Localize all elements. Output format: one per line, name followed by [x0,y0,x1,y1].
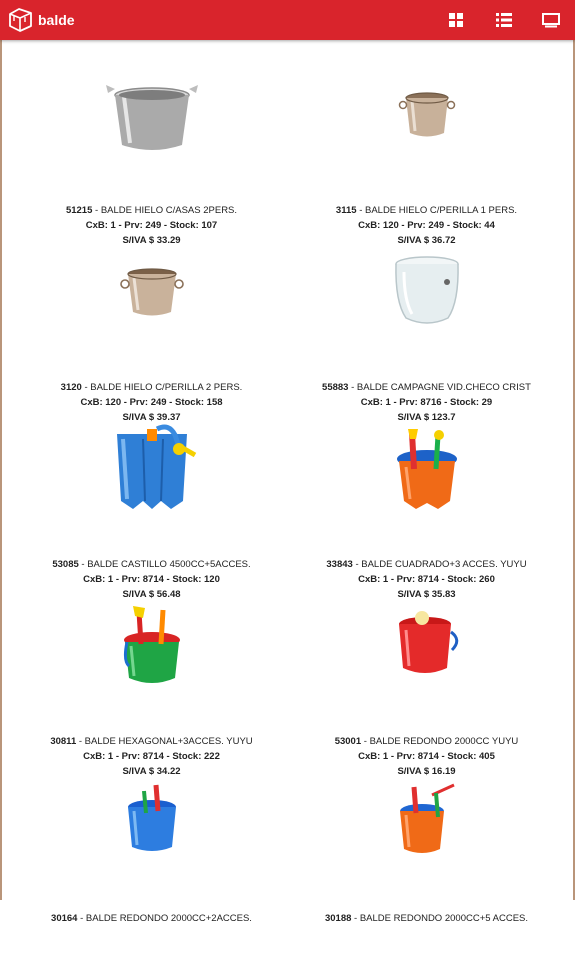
product-price: S/IVA $ 34.22 [122,766,181,777]
product-code: 51215 [65,205,93,216]
product-price: S/IVA $ 56.48 [122,589,181,600]
product-image [283,783,570,873]
product-price: S/IVA $ 16.19 [397,766,456,777]
product-stock-line: CxB: 1 - Prv: 8716 - Stock: 29 [360,397,493,408]
product-card[interactable] [8,429,295,606]
product-image [283,252,570,342]
product-card[interactable] [8,606,295,783]
product-name: - BALDE HIELO C/PERILLA 2 PERS. [84,382,243,393]
product-price: S/IVA $ 36.72 [397,235,456,246]
product-code: 3120 [60,382,82,393]
product-card[interactable] [283,429,570,606]
product-name: - BALDE CUADRADO+3 ACCES. YUYU [355,559,527,570]
product-code: 30164 [51,913,78,924]
product-code: 33843 [326,559,353,570]
product-image [8,783,295,873]
product-code: 53085 [52,559,79,570]
product-title [8,913,295,924]
product-card[interactable] [8,252,295,429]
product-code: 3115 [335,205,357,216]
product-title [8,736,295,747]
product-card[interactable] [283,606,570,783]
product-title [283,913,570,924]
product-title [8,382,295,393]
product-card[interactable] [8,75,295,252]
product-title [283,736,570,747]
product-title [283,382,570,393]
product-stock-line: CxB: 120 - Prv: 249 - Stock: 44 [358,220,495,231]
product-code: 30188 [324,913,352,924]
card-view-icon[interactable] [541,10,561,30]
product-stock-line: CxB: 1 - Prv: 8714 - Stock: 405 [358,751,495,762]
product-name: - BALDE HEXAGONAL+3ACCES. YUYU [78,736,253,747]
product-title [8,559,295,570]
list-view-icon[interactable] [494,10,514,30]
product-name: - BALDE HIELO C/ASAS 2PERS. [95,205,238,216]
product-name: - BALDE CAMPAGNE VID.CHECO CRIST [351,382,531,393]
product-stock-line: CxB: 1 - Prv: 8714 - Stock: 222 [83,751,220,762]
product-card[interactable] [283,783,570,960]
app-title: balde [38,12,75,28]
app-bar [0,0,575,40]
cube-logo-icon[interactable] [7,7,35,33]
product-code: 30811 [50,736,77,747]
product-grid [0,40,575,924]
product-name: - BALDE REDONDO 2000CC+2ACCES. [80,913,252,924]
product-price: S/IVA $ 33.29 [122,235,181,246]
product-stock-line: CxB: 1 - Prv: 249 - Stock: 107 [85,220,218,231]
product-card[interactable] [283,252,570,429]
product-card[interactable] [283,75,570,252]
product-image [283,606,570,696]
product-card[interactable] [8,783,295,960]
product-code: 53001 [334,736,362,747]
product-stock-line: CxB: 1 - Prv: 8714 - Stock: 120 [83,574,220,585]
product-image [8,252,295,342]
product-code: 55883 [322,382,349,393]
product-image [8,429,295,519]
product-name: - BALDE REDONDO 2000CC YUYU [363,736,519,747]
product-name: - BALDE REDONDO 2000CC+5 ACCES. [354,913,529,924]
product-price: S/IVA $ 39.37 [122,412,181,423]
product-title [8,205,295,216]
product-title [283,559,570,570]
product-title [283,205,570,216]
product-name: - BALDE HIELO C/PERILLA 1 PERS. [359,205,518,216]
product-image [8,75,295,165]
product-stock-line: CxB: 1 - Prv: 8714 - Stock: 260 [358,574,495,585]
product-image [283,429,570,519]
product-stock-line: CxB: 120 - Prv: 249 - Stock: 158 [80,397,223,408]
product-image [8,606,295,696]
product-image [283,75,570,165]
grid-view-icon[interactable] [446,10,466,30]
product-price: S/IVA $ 123.7 [397,412,456,423]
product-name: - BALDE CASTILLO 4500CC+5ACCES. [81,559,251,570]
product-price: S/IVA $ 35.83 [397,589,456,600]
